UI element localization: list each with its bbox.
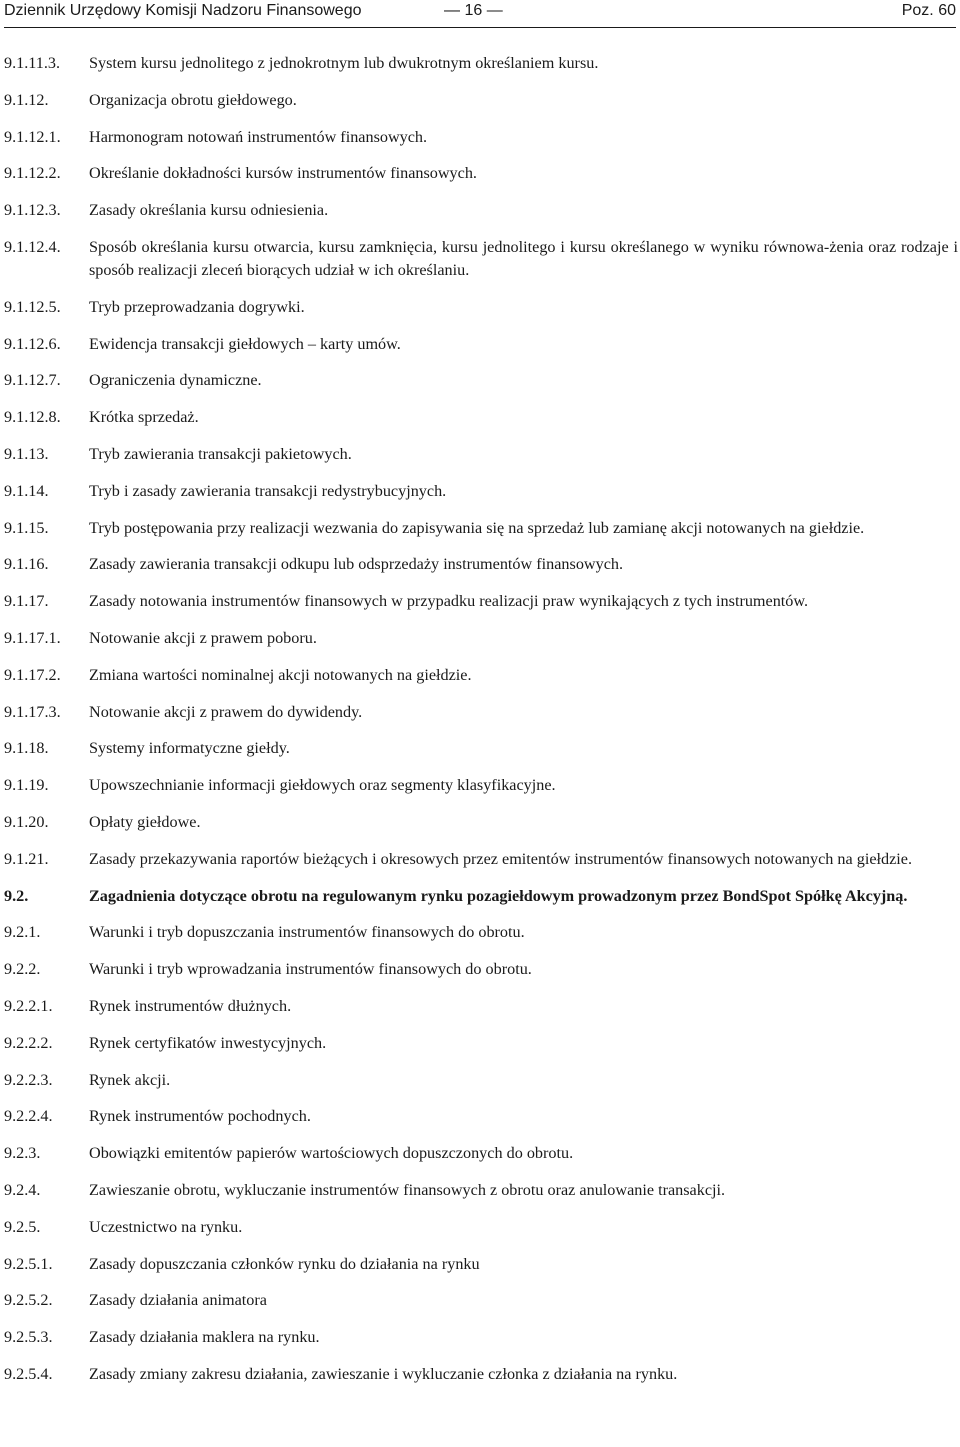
toc-entry (4, 406, 958, 429)
toc-entry (4, 848, 958, 871)
entry-text: Zasady działania animatora (89, 1291, 267, 1310)
toc-entry (4, 480, 958, 503)
toc-entry (4, 236, 958, 282)
entry-number: 9.1.12.1. (4, 127, 61, 146)
entry-number: 9.1.12.2. (4, 164, 61, 183)
entry-text: System kursu jednolitego z jednokrotnym lub dwukrotnym określaniem kursu. (89, 54, 599, 72)
toc-entry (4, 1069, 958, 1092)
entry-text: Warunki i tryb wprowadzania instrumentów finansowych do obrotu. (89, 960, 532, 979)
entry-number: 9.1.17.2. (4, 665, 61, 684)
entry-number: 9.1.18. (4, 739, 49, 758)
entry-text: Ograniczenia dynamiczne. (89, 371, 262, 390)
toc-entry (4, 701, 958, 724)
entry-text: Obowiązki emitentów papierów wartościowych dopuszczonych do obrotu. (89, 1144, 574, 1163)
toc-entry (4, 1289, 958, 1312)
toc-entry (4, 590, 958, 613)
toc-entry (4, 627, 958, 650)
toc-section-heading (4, 885, 958, 908)
toc-entry (4, 1142, 958, 1165)
toc-entry (4, 553, 958, 576)
toc-entry (4, 921, 958, 944)
entry-number: 9.2.3. (4, 1144, 41, 1163)
entry-text: Ewidencja transakcji giełdowych – karty umów. (89, 334, 401, 353)
entry-text: Systemy informatyczne giełdy. (89, 739, 290, 758)
entry-text: Zasady zmiany zakresu działania, zawieszanie i wykluczanie członka z działania na rynku. (89, 1364, 678, 1383)
entry-number: 9.1.12.8. (4, 408, 61, 427)
entry-number: 9.2.4. (4, 1180, 41, 1199)
entry-text: Tryb zawierania transakcji pakietowych. (89, 444, 352, 463)
entry-number: 9.2.5. (4, 1217, 41, 1236)
entry-text: Notowanie akcji z prawem do dywidendy. (89, 702, 363, 721)
entry-number: 9.1.20. (4, 812, 49, 831)
entry-text: Tryb postępowania przy realizacji wezwania do zapisywania się na sprzedaż lub zamianę akcji notowanych na giełdzie. (89, 518, 865, 537)
entry-number: 9.1.14. (4, 481, 49, 500)
toc-entry (4, 811, 958, 834)
toc-entry (4, 296, 958, 319)
entry-text: Harmonogram notowań instrumentów finansowych. (89, 127, 428, 146)
entry-number: 9.1.12. (4, 90, 49, 109)
entry-number: 9.2.2.2. (4, 1033, 53, 1052)
journal-title: Dziennik Urzędowy Komisji Nadzoru Finansowego (4, 2, 362, 19)
entry-number: 9.1.12.3. (4, 201, 61, 220)
entry-number: 9.2.2.4. (4, 1107, 53, 1126)
header-rule (4, 27, 956, 28)
entry-number: 9.1.17.3. (4, 702, 61, 721)
entry-number: 9.1.17. (4, 592, 49, 611)
entry-text: Zmiana wartości nominalnej akcji notowanych na giełdzie. (89, 665, 472, 684)
entry-number: 9.1.19. (4, 776, 49, 795)
entry-text: Zasady zawierania transakcji odkupu lub odsprzedaży instrumentów finansowych. (89, 555, 624, 574)
toc-entry (4, 1253, 958, 1276)
entry-number: 9.1.12.4. (4, 237, 61, 256)
entry-number: 9.1.12.7. (4, 371, 61, 390)
entry-text: Zasady działania maklera na rynku. (89, 1328, 320, 1347)
entry-text: Sposób określania kursu otwarcia, kursu zamknięcia, kursu jednolitego i kursu określanego w wyniku równowa-żenia oraz rodzaje i sposób realizacji zleceń biorących udział w ich określaniu. (89, 237, 958, 279)
entry-number: 9.1.21. (4, 849, 49, 868)
entry-number: 9.1.15. (4, 518, 49, 537)
entry-text: Organizacja obrotu giełdowego. (89, 90, 297, 109)
toc-entry (4, 737, 958, 760)
toc-entry (4, 1326, 958, 1349)
entry-text: Rynek akcji. (89, 1070, 171, 1089)
toc-entry (4, 995, 958, 1018)
entry-text: Tryb i zasady zawierania transakcji redystrybucyjnych. (89, 481, 447, 500)
entry-text: Opłaty giełdowe. (89, 812, 201, 831)
entry-text: Rynek instrumentów dłużnych. (89, 996, 292, 1015)
entry-text: Zasady przekazywania raportów bieżących i okresowych przez emitentów instrumentów finansowych notowanych na giełdzie. (89, 849, 913, 868)
entry-number: 9.1.17.1. (4, 628, 61, 647)
toc-entry (4, 199, 958, 222)
toc-entry (4, 664, 958, 687)
entry-number: 9.2.2.1. (4, 996, 53, 1015)
toc-entry (4, 1363, 958, 1386)
toc-entry (4, 369, 958, 392)
toc-entry (4, 774, 958, 797)
entry-number: 9.2.2.3. (4, 1070, 53, 1089)
entry-number: 9.1.13. (4, 444, 49, 463)
entry-text: Zasady określania kursu odniesienia. (89, 201, 329, 220)
entry-text: Upowszechnianie informacji giełdowych oraz segmenty klasyfikacyjne. (89, 776, 556, 795)
entry-number: 9.2.5.2. (4, 1291, 53, 1310)
toc-entry (4, 958, 958, 981)
entry-number: 9.2.1. (4, 923, 41, 942)
entry-number: 9.1.11.3. (4, 54, 61, 72)
entry-text: Warunki i tryb dopuszczania instrumentów finansowych do obrotu. (89, 923, 525, 942)
toc-entry (4, 1216, 958, 1239)
entry-text: Notowanie akcji z prawem poboru. (89, 628, 317, 647)
entry-text: Tryb przeprowadzania dogrywki. (89, 297, 305, 316)
toc-entry (4, 1032, 958, 1055)
entry-number: 9.2.5.1. (4, 1254, 53, 1273)
toc-entry (4, 162, 958, 185)
entry-text: Zasady notowania instrumentów finansowych w przypadku realizacji praw wynikających z tych instrumentów. (89, 592, 809, 611)
toc-entry (4, 52, 958, 75)
entry-text: Rynek instrumentów pochodnych. (89, 1107, 311, 1126)
entry-text: Zawieszanie obrotu, wykluczanie instrumentów finansowych z obrotu oraz anulowanie transakcji. (89, 1180, 726, 1199)
toc-entry (4, 443, 958, 466)
page-number: — 16 — (444, 2, 503, 19)
toc-entry (4, 1105, 958, 1128)
entry-number: 9.2. (4, 886, 29, 905)
toc-entry (4, 126, 958, 149)
toc-entry (4, 517, 958, 540)
page-header (4, 0, 956, 28)
entry-text: Krótka sprzedaż. (89, 408, 199, 427)
entry-number: 9.1.12.5. (4, 297, 61, 316)
entry-number: 9.2.2. (4, 960, 41, 979)
position-number: Poz. 60 (901, 2, 956, 19)
entry-text: Zagadnienia dotyczące obrotu na regulowanym rynku pozagiełdowym prowadzonym przez BondSpot Spółkę Akcyjną. (89, 886, 908, 905)
table-of-contents (4, 52, 958, 1400)
entry-number: 9.2.5.4. (4, 1364, 53, 1383)
entry-number: 9.1.12.6. (4, 334, 61, 353)
entry-number: 9.2.5.3. (4, 1328, 53, 1347)
entry-text: Rynek certyfikatów inwestycyjnych. (89, 1033, 327, 1052)
entry-text: Określanie dokładności kursów instrumentów finansowych. (89, 164, 477, 183)
toc-entry (4, 1179, 958, 1202)
entry-number: 9.1.16. (4, 555, 49, 574)
toc-entry (4, 89, 958, 112)
entry-text: Zasady dopuszczania członków rynku do działania na rynku (89, 1254, 480, 1273)
toc-entry (4, 333, 958, 356)
entry-text: Uczestnictwo na rynku. (89, 1217, 243, 1236)
